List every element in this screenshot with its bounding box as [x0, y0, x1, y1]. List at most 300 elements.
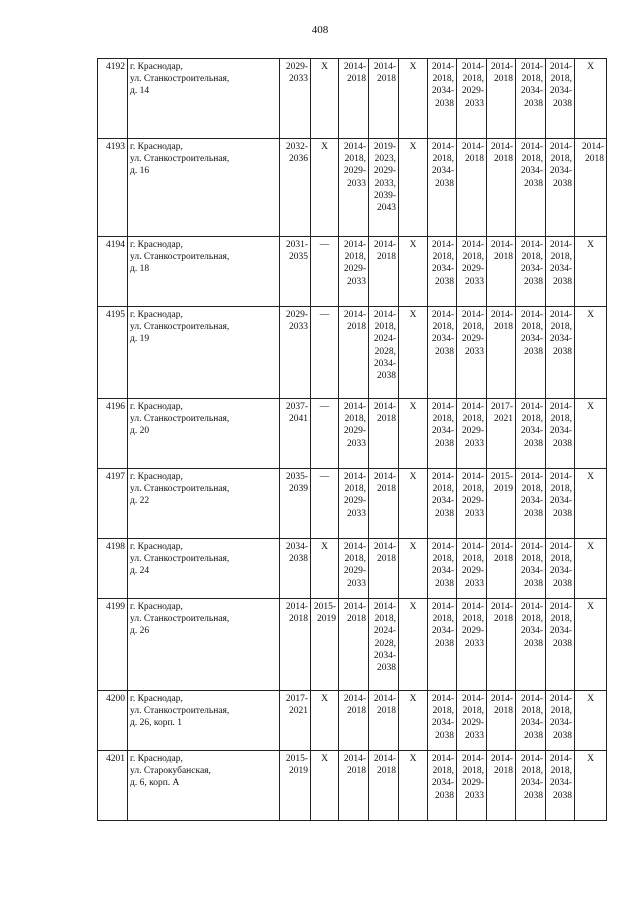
period-cell: [399, 139, 428, 237]
period-line: 2029-: [461, 718, 484, 729]
period-line: 2018: [494, 74, 513, 85]
address-line: ул. Станкостроительная,: [130, 484, 230, 495]
period-line: 2014-: [373, 694, 396, 704]
period-cell: [457, 469, 487, 539]
period-line: 2018,: [462, 614, 484, 625]
period-line: 2029-: [343, 496, 366, 507]
period-line: 2014-: [520, 310, 543, 320]
period-line: 2038: [435, 276, 454, 287]
period-line: 2014-: [490, 602, 513, 612]
period-line: 2038: [377, 371, 396, 382]
period-cell: [369, 691, 399, 751]
period-line: 2029-: [461, 334, 484, 345]
period-line: 2014-: [549, 602, 572, 612]
period-line: 2014-: [520, 602, 543, 612]
period-cell: [546, 307, 575, 399]
period-line: 2039: [289, 484, 308, 495]
address-line: ул. Станкостроительная,: [130, 554, 230, 565]
period-cell: [428, 139, 457, 237]
period-line: 2018,: [462, 322, 484, 333]
address-line: г. Краснодар,: [130, 754, 183, 764]
period-line: 2034-: [549, 166, 572, 177]
period-cell: [575, 399, 607, 469]
period-line: 2018,: [550, 484, 572, 495]
period-cell: [280, 59, 311, 139]
period-cell: [280, 237, 311, 307]
period-cell: [280, 691, 311, 751]
period-line: 2014-: [520, 754, 543, 764]
period-line: 2038: [553, 438, 572, 449]
period-line: 2037-: [285, 402, 308, 412]
period-cell: [339, 599, 369, 691]
period-line: 2018: [494, 766, 513, 777]
period-line: 2014-: [461, 402, 484, 412]
period-line: 2018,: [550, 706, 572, 717]
period-cell: [575, 469, 607, 539]
period-line: 2038: [524, 438, 543, 449]
period-cell: [457, 691, 487, 751]
period-line: 2034-: [431, 264, 454, 275]
row-number: 4197: [98, 469, 128, 539]
period-cell: [546, 539, 575, 599]
period-line: 2018,: [344, 154, 366, 165]
period-cell: [428, 307, 457, 399]
period-line: 2018,: [432, 414, 454, 425]
period-cell: [399, 399, 428, 469]
period-line: Х: [409, 694, 417, 704]
period-line: 2029-: [343, 264, 366, 275]
period-line: 2019: [317, 614, 336, 625]
period-cell: [546, 139, 575, 237]
period-line: 2033: [347, 276, 366, 287]
period-cell: [516, 139, 546, 237]
period-line: 2014-: [343, 240, 366, 250]
period-line: Х: [321, 754, 328, 764]
table-row: [98, 399, 607, 469]
period-line: 2018,: [462, 484, 484, 495]
period-line: 2029-: [461, 426, 484, 437]
period-line: 2018,: [374, 322, 396, 333]
period-line: 2018,: [432, 554, 454, 565]
period-line: 2038: [435, 578, 454, 589]
table-row: [98, 469, 607, 539]
period-line: —: [319, 240, 330, 250]
period-line: 2018,: [521, 74, 543, 85]
period-cell: [487, 599, 516, 691]
period-cell: [546, 399, 575, 469]
period-cell: [399, 599, 428, 691]
period-line: 2014-: [431, 310, 454, 320]
period-line: 2034-: [373, 358, 396, 369]
registry-table-body: [98, 59, 607, 821]
address-line: г. Краснодар,: [130, 402, 183, 412]
period-line: 2014-: [549, 472, 572, 482]
address-line: г. Краснодар,: [130, 310, 183, 320]
period-line: 2018: [585, 154, 604, 165]
period-line: 2018: [377, 766, 396, 777]
period-line: 2018,: [550, 554, 572, 565]
period-line: 2018,: [550, 252, 572, 263]
period-line: 2014-: [549, 694, 572, 704]
period-line: 2034-: [549, 626, 572, 637]
period-line: 2018: [377, 484, 396, 495]
period-line: 2014-: [373, 402, 396, 412]
period-line: 2034-: [520, 264, 543, 275]
address-line: д. 24: [130, 566, 150, 577]
period-line: 2034-: [285, 542, 308, 552]
period-line: 2029-: [461, 264, 484, 275]
period-line: 2018,: [550, 766, 572, 777]
period-line: 2038: [435, 730, 454, 741]
period-line: 2014-: [461, 754, 484, 764]
row-number: 4195: [98, 307, 128, 399]
period-line: 2014-: [520, 142, 543, 152]
period-cell: [339, 691, 369, 751]
period-line: 2034-: [520, 496, 543, 507]
period-cell: [399, 691, 428, 751]
period-line: 2038: [553, 98, 572, 109]
period-line: 2033: [347, 438, 366, 449]
period-cell: [457, 539, 487, 599]
period-line: 2018: [289, 614, 308, 625]
row-number: 4199: [98, 599, 128, 691]
period-cell: [428, 751, 457, 821]
period-cell: [487, 469, 516, 539]
period-line: 2014-: [343, 62, 366, 72]
period-line: 2034-: [373, 650, 396, 661]
period-line: 2034-: [549, 426, 572, 437]
period-cell: [487, 399, 516, 469]
address-line: ул. Станкостроительная,: [130, 154, 230, 165]
period-line: 2018: [347, 766, 366, 777]
period-line: 2018,: [432, 74, 454, 85]
period-cell: [575, 307, 607, 399]
period-line: 2014-: [461, 472, 484, 482]
period-line: 2018,: [550, 74, 572, 85]
address-line: д. 22: [130, 496, 150, 507]
period-line: 2023,: [374, 154, 396, 165]
period-line: 2029-: [373, 166, 396, 177]
period-cell: [487, 237, 516, 307]
period-line: 2029-: [461, 566, 484, 577]
period-cell: [369, 59, 399, 139]
period-line: 2018,: [344, 414, 366, 425]
address-line: г. Краснодар,: [130, 62, 183, 72]
address-line: г. Краснодар,: [130, 142, 183, 152]
period-line: 2017-: [490, 402, 513, 412]
period-line: 2018,: [344, 554, 366, 565]
period-line: 2038: [524, 178, 543, 189]
period-cell: [280, 139, 311, 237]
period-line: —: [319, 472, 330, 482]
period-line: Х: [409, 402, 417, 412]
period-cell: [575, 139, 607, 237]
period-line: Х: [409, 310, 417, 320]
period-line: 2014-: [581, 142, 604, 152]
period-line: 2038: [524, 98, 543, 109]
period-line: 2014-: [431, 542, 454, 552]
period-cell: [311, 399, 339, 469]
period-cell: [516, 59, 546, 139]
period-cell: [311, 139, 339, 237]
period-line: 2034-: [520, 86, 543, 97]
period-line: 2014-: [461, 240, 484, 250]
period-line: 2021: [494, 414, 513, 425]
period-line: 2018,: [521, 252, 543, 263]
period-line: 2018,: [432, 154, 454, 165]
address-cell: [128, 139, 280, 237]
period-cell: [575, 59, 607, 139]
period-line: 2018: [494, 154, 513, 165]
address-line: д. 19: [130, 334, 150, 345]
period-line: 2014-: [431, 472, 454, 482]
period-line: 2034-: [520, 566, 543, 577]
period-line: 2018,: [521, 154, 543, 165]
table-row: [98, 691, 607, 751]
period-cell: [516, 539, 546, 599]
period-line: 2034-: [431, 496, 454, 507]
period-line: 2018,: [462, 766, 484, 777]
period-line: 2014-: [520, 402, 543, 412]
period-cell: [516, 751, 546, 821]
period-line: 2018,: [432, 766, 454, 777]
address-line: г. Краснодар,: [130, 694, 183, 704]
period-line: 2038: [435, 438, 454, 449]
period-line: 2014-: [431, 62, 454, 72]
period-line: 2014-: [431, 402, 454, 412]
period-line: 2033: [465, 438, 484, 449]
period-line: 2018,: [521, 766, 543, 777]
address-line: д. 16: [130, 166, 150, 177]
period-cell: [280, 307, 311, 399]
address-cell: [128, 751, 280, 821]
address-line: ул. Станкостроительная,: [130, 74, 230, 85]
period-line: 2034-: [431, 778, 454, 789]
period-cell: [428, 691, 457, 751]
period-line: Х: [321, 142, 328, 152]
period-cell: [546, 691, 575, 751]
address-cell: [128, 59, 280, 139]
period-cell: [546, 751, 575, 821]
period-line: 2014-: [461, 62, 484, 72]
period-line: Х: [409, 542, 417, 552]
period-cell: [575, 691, 607, 751]
period-line: 2014-: [343, 542, 366, 552]
period-line: 2014-: [373, 542, 396, 552]
period-line: 2017-: [285, 694, 308, 704]
period-cell: [369, 307, 399, 399]
period-line: Х: [587, 402, 594, 412]
period-line: 2038: [524, 730, 543, 741]
table-row: [98, 237, 607, 307]
period-line: 2014-: [549, 754, 572, 764]
period-line: —: [319, 402, 330, 412]
period-line: 2019: [289, 766, 308, 777]
period-cell: [457, 139, 487, 237]
period-line: 2029-: [461, 86, 484, 97]
period-line: 2034-: [431, 426, 454, 437]
period-line: 2038: [553, 730, 572, 741]
period-line: 2018,: [432, 252, 454, 263]
period-cell: [428, 599, 457, 691]
period-line: 2015-: [313, 602, 336, 612]
period-line: 2034-: [549, 86, 572, 97]
period-line: 2015-: [490, 472, 513, 482]
period-cell: [516, 237, 546, 307]
period-line: Х: [587, 62, 594, 72]
period-cell: [339, 307, 369, 399]
period-line: 2018,: [432, 706, 454, 717]
period-line: 2018: [494, 614, 513, 625]
period-line: 2014-: [343, 602, 366, 612]
period-cell: [487, 59, 516, 139]
period-line: 2014-: [461, 694, 484, 704]
period-line: 2028,: [374, 346, 396, 357]
period-line: 2018,: [344, 484, 366, 495]
period-line: 2033: [465, 638, 484, 649]
period-line: Х: [587, 754, 594, 764]
period-cell: [369, 237, 399, 307]
period-line: 2014-: [461, 310, 484, 320]
period-line: 2033: [347, 508, 366, 519]
period-line: Х: [409, 240, 417, 250]
period-cell: [516, 691, 546, 751]
period-cell: [399, 539, 428, 599]
period-line: 2014-: [490, 62, 513, 72]
period-cell: [339, 59, 369, 139]
period-cell: [516, 399, 546, 469]
period-line: 2014-: [461, 542, 484, 552]
period-line: 2038: [435, 790, 454, 801]
period-line: 2018,: [521, 322, 543, 333]
period-line: 2036: [289, 154, 308, 165]
address-line: г. Краснодар,: [130, 240, 183, 250]
period-line: 2014-: [373, 602, 396, 612]
period-line: 2038: [553, 346, 572, 357]
period-line: 2034-: [549, 718, 572, 729]
period-cell: [516, 599, 546, 691]
period-line: 2018: [465, 154, 484, 165]
period-line: 2034-: [520, 426, 543, 437]
period-line: Х: [409, 602, 417, 612]
period-line: 2021: [289, 706, 308, 717]
period-line: 2019: [494, 484, 513, 495]
period-line: 2014-: [431, 602, 454, 612]
period-cell: [399, 307, 428, 399]
period-line: 2018,: [521, 554, 543, 565]
period-line: Х: [409, 142, 417, 152]
period-line: 2034-: [431, 626, 454, 637]
period-line: 2033: [465, 346, 484, 357]
period-line: 2024-: [373, 334, 396, 345]
address-line: д. 26: [130, 626, 150, 637]
period-cell: [369, 751, 399, 821]
period-line: 2014-: [343, 142, 366, 152]
address-line: ул. Старокубанская,: [130, 766, 211, 777]
period-line: Х: [409, 62, 417, 72]
period-line: 2014-: [343, 694, 366, 704]
period-line: 2014-: [431, 142, 454, 152]
period-line: 2014-: [549, 62, 572, 72]
address-cell: [128, 691, 280, 751]
period-line: Х: [409, 754, 417, 764]
period-line: 2038: [435, 178, 454, 189]
period-cell: [487, 751, 516, 821]
address-line: ул. Станкостроительная,: [130, 614, 230, 625]
period-cell: [457, 751, 487, 821]
period-line: 2014-: [490, 240, 513, 250]
period-cell: [428, 59, 457, 139]
period-line: 2018: [347, 322, 366, 333]
period-line: 2018,: [432, 614, 454, 625]
period-line: 2038: [377, 663, 396, 674]
period-line: —: [319, 310, 330, 320]
period-line: 2033: [347, 178, 366, 189]
period-cell: [280, 469, 311, 539]
period-cell: [457, 307, 487, 399]
address-line: д. 18: [130, 264, 150, 275]
period-line: 2014-: [461, 142, 484, 152]
period-line: 2029-: [343, 426, 366, 437]
period-line: 2034-: [520, 778, 543, 789]
period-cell: [575, 237, 607, 307]
period-line: 2029-: [285, 310, 308, 320]
period-cell: [369, 139, 399, 237]
period-cell: [311, 539, 339, 599]
period-line: 2018,: [550, 614, 572, 625]
period-cell: [339, 399, 369, 469]
period-line: 2039-: [373, 190, 396, 201]
period-line: 2034-: [549, 264, 572, 275]
period-cell: [546, 599, 575, 691]
period-line: 2038: [524, 638, 543, 649]
period-line: 2034-: [520, 626, 543, 637]
period-line: Х: [321, 542, 328, 552]
period-line: 2018,: [521, 484, 543, 495]
period-cell: [280, 539, 311, 599]
period-cell: [369, 599, 399, 691]
period-line: 2014-: [431, 240, 454, 250]
period-cell: [339, 751, 369, 821]
row-number: 4193: [98, 139, 128, 237]
period-line: 2018,: [462, 554, 484, 565]
period-line: 2018: [494, 322, 513, 333]
period-line: 2014-: [520, 240, 543, 250]
address-cell: [128, 469, 280, 539]
period-line: 2029-: [461, 496, 484, 507]
period-line: 2038: [435, 508, 454, 519]
period-line: 2014-: [549, 310, 572, 320]
period-cell: [399, 751, 428, 821]
period-line: 2033: [465, 730, 484, 741]
period-cell: [516, 469, 546, 539]
period-line: 2029-: [461, 778, 484, 789]
table-row: [98, 751, 607, 821]
period-line: 2018,: [521, 614, 543, 625]
period-line: 2018: [377, 554, 396, 565]
period-line: Х: [587, 310, 594, 320]
period-cell: [339, 139, 369, 237]
period-line: 2018,: [550, 414, 572, 425]
period-line: 2029-: [343, 166, 366, 177]
row-number: 4200: [98, 691, 128, 751]
period-cell: [546, 237, 575, 307]
period-line: Х: [587, 694, 594, 704]
period-cell: [399, 59, 428, 139]
row-number: 4201: [98, 751, 128, 821]
period-cell: [575, 539, 607, 599]
period-line: 2038: [524, 790, 543, 801]
